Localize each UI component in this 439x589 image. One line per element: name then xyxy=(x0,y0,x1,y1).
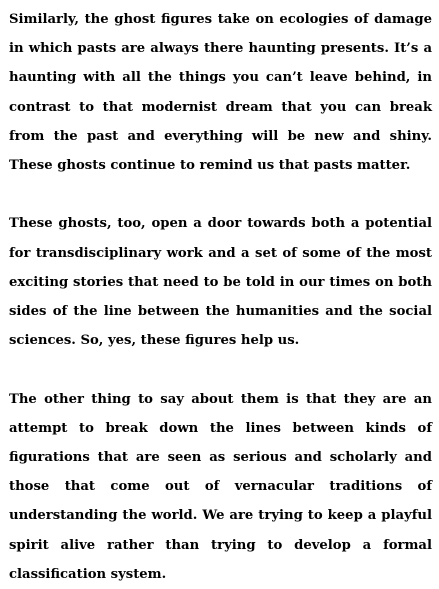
paragraph-ghost-figures: Similarly, the ghost figures take on ecologies of damage in which pasts are always there haunting presents. It’s a haunting with all the things you can’t leave behind, in contrast to that modernist dream that you can break from the past and everything will be new and shiny. These ghosts continue to remind us that pasts matter. xyxy=(9,12,432,174)
paragraph-transdisciplinary: These ghosts, too, open a door towards both a potential for transdisciplinary work and a set of some of the most exciting stories that need to be told in our times on both sides of the line between the humanities and the social sciences. So, yes, these figures help us. xyxy=(9,216,432,349)
paragraph-figurations: The other thing to say about them is that they are an attempt to break down the lines between kinds of figurations that are seen as serious and scholarly and those that come out of vernacular traditions of understanding the world. We are trying to keep a playful spirit alive rather than trying to develop a formal classification system. xyxy=(9,391,432,582)
